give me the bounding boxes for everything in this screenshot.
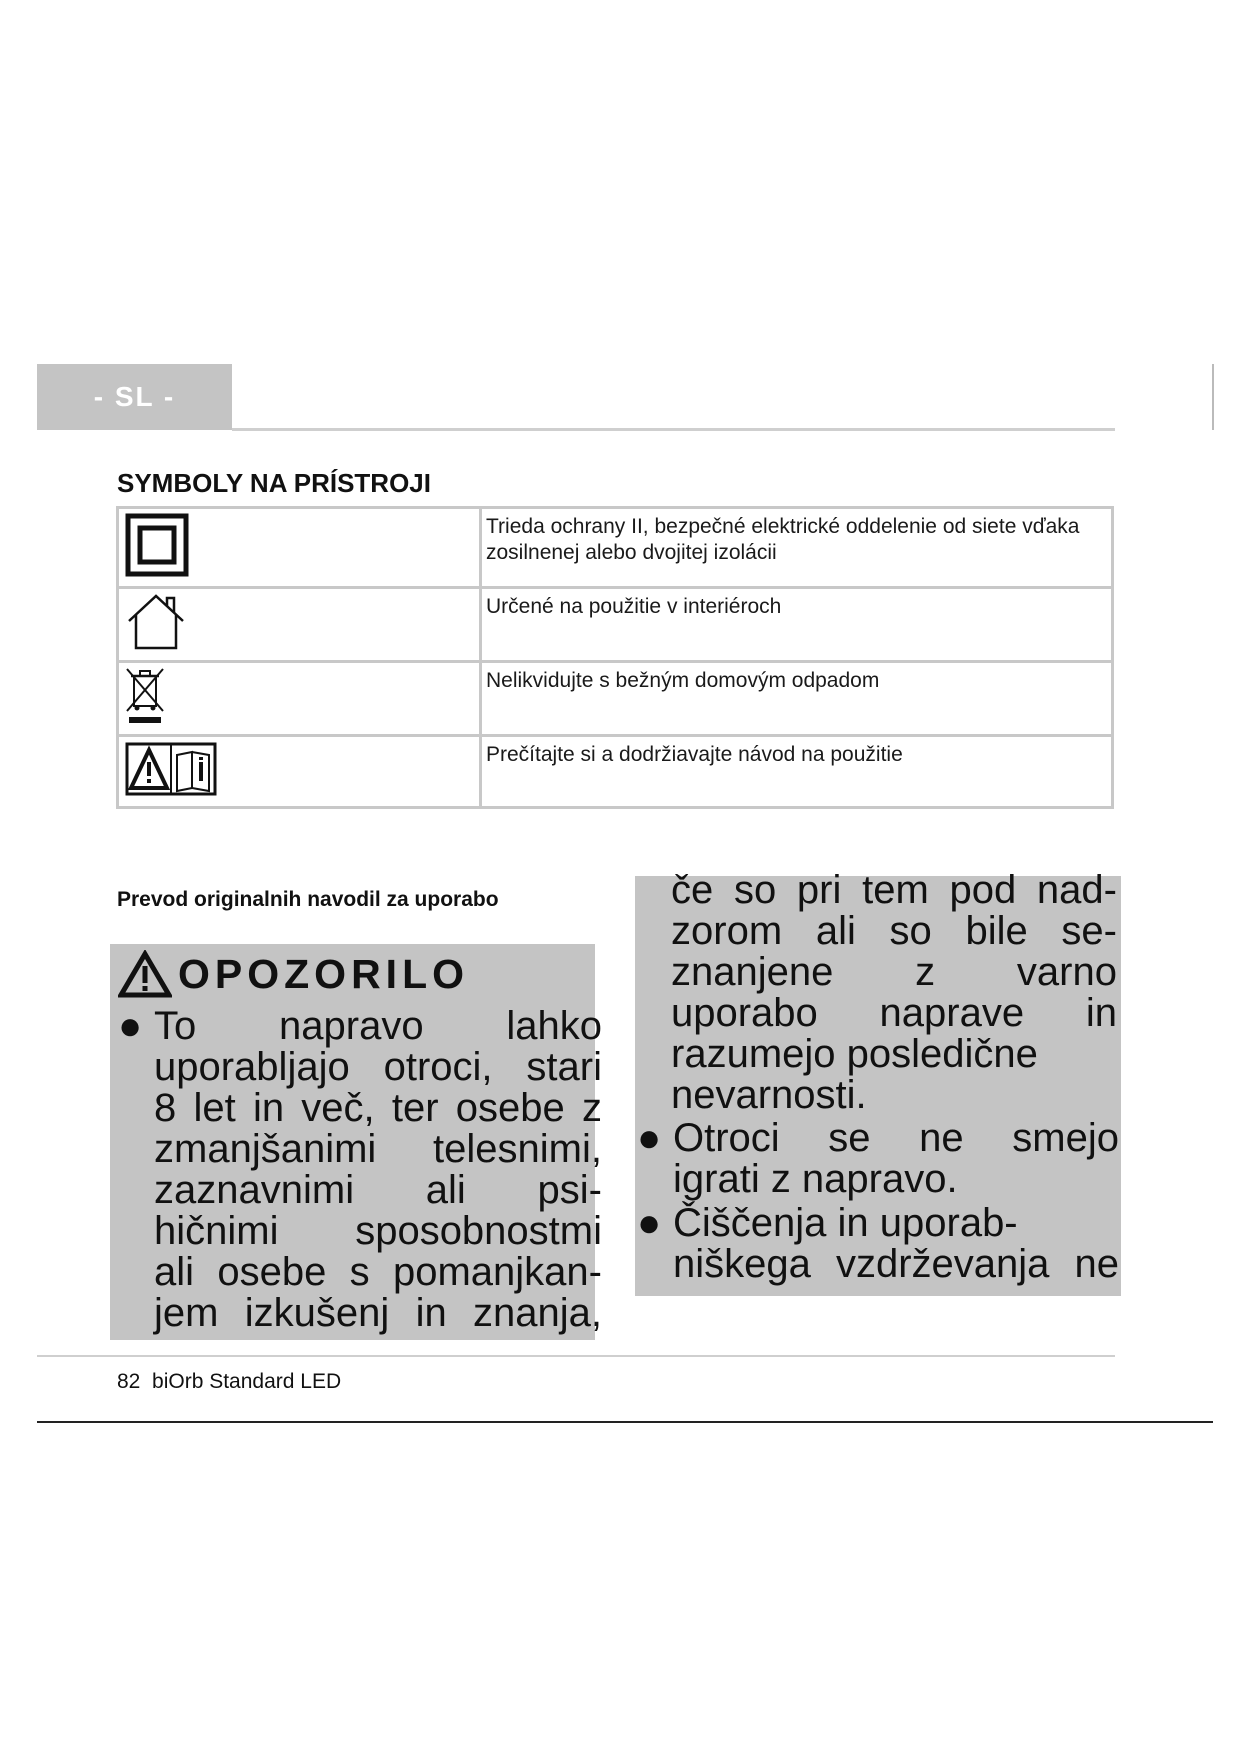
- crossed-bin-icon: [125, 667, 165, 725]
- text-line: ali osebe s pomanjkan-: [154, 1250, 602, 1294]
- text-line: Čiščenja in uporab-: [673, 1201, 1018, 1245]
- warning-box: [110, 944, 602, 1340]
- symbol-description: [481, 662, 1113, 736]
- symbol-row: [118, 736, 1113, 808]
- description-line: Určené na použitie v interiéroch: [486, 595, 782, 618]
- text-line: če so pri tem pod nad-: [671, 868, 1117, 912]
- translation-subtitle: Prevod originalnih navodil za uporabo: [117, 888, 499, 911]
- bullet-dot: ●: [637, 1201, 662, 1245]
- symbol-description: [481, 508, 1113, 588]
- warning-bullet: [637, 1118, 1119, 1200]
- text-line: 8 let in več, ter osebe z: [154, 1086, 602, 1130]
- text-line: Otroci se ne smejo: [673, 1116, 1119, 1160]
- bullet-dot: ●: [637, 1116, 662, 1160]
- symbol-row: [118, 508, 1113, 588]
- language-tab: - SL -: [37, 364, 232, 430]
- symbol-description: [481, 736, 1113, 808]
- description-line: zosilnenej alebo dvojitej izolácii: [486, 541, 777, 564]
- warning-continuation-box: [635, 868, 1121, 1296]
- text-line: hičnimi sposobnostmi: [154, 1209, 602, 1253]
- warning-bullet: [118, 1006, 604, 1334]
- warning-bullet: [637, 1203, 1119, 1285]
- footer-rule: [37, 1355, 1115, 1357]
- description-line: Prečítajte si a dodržiavajte návod na použitie: [486, 743, 903, 766]
- bullet-text: [673, 1118, 1119, 1200]
- text-line: igrati z napravo.: [673, 1157, 958, 1201]
- text-line: razumejo posledične: [671, 1032, 1038, 1076]
- symbols-table: [116, 506, 1114, 809]
- warning-heading-text: OPOZORILO: [178, 950, 469, 997]
- continuation-text: [671, 870, 1117, 1116]
- text-line: uporabljajo otroci, stari: [154, 1045, 602, 1089]
- page-footer: [117, 1370, 341, 1394]
- page-number: 82: [117, 1370, 141, 1393]
- text-line: jem izkušenj in znanja,: [154, 1291, 602, 1335]
- bullet-dot: ●: [118, 1004, 143, 1048]
- symbol-row: [118, 588, 1113, 662]
- text-line: nevarnosti.: [671, 1073, 867, 1117]
- warning-heading: [118, 944, 469, 1004]
- header-rule: [232, 428, 1115, 431]
- house-icon: [125, 593, 187, 651]
- symbol-cell: [118, 508, 481, 588]
- class-ii-double-square-icon: [125, 513, 189, 577]
- text-line: zorom ali so bile se-: [671, 909, 1117, 953]
- bullet-text: [154, 1006, 602, 1334]
- text-line: uporabo naprave in: [671, 991, 1117, 1035]
- symbol-description: [481, 588, 1113, 662]
- text-line: zmanjšanimi telesnimi,: [154, 1127, 602, 1171]
- bullet-text: [673, 1203, 1119, 1285]
- symbol-cell: [118, 588, 481, 662]
- text-line: To napravo lahko: [154, 1004, 602, 1048]
- symbol-cell: [118, 736, 481, 808]
- text-line: znanjene z varno: [671, 950, 1117, 994]
- warning-triangle-icon: [118, 950, 172, 998]
- text-line: niškega vzdrževanja ne: [673, 1242, 1119, 1286]
- symbols-section-title: SYMBOLY NA PRÍSTROJI: [117, 468, 431, 498]
- warning-manual-icon: [125, 741, 217, 797]
- bottom-rule: [37, 1421, 1213, 1423]
- symbol-row: [118, 662, 1113, 736]
- product-name: biOrb Standard LED: [152, 1370, 342, 1393]
- text-line: zaznavnimi ali psi-: [154, 1168, 602, 1212]
- page-edge-mark: [1212, 364, 1214, 430]
- description-line: Nelikvidujte s bežným domovým odpadom: [486, 669, 880, 692]
- description-line: Trieda ochrany II, bezpečné elektrické oddelenie od siete vďaka: [486, 515, 1080, 538]
- symbol-cell: [118, 662, 481, 736]
